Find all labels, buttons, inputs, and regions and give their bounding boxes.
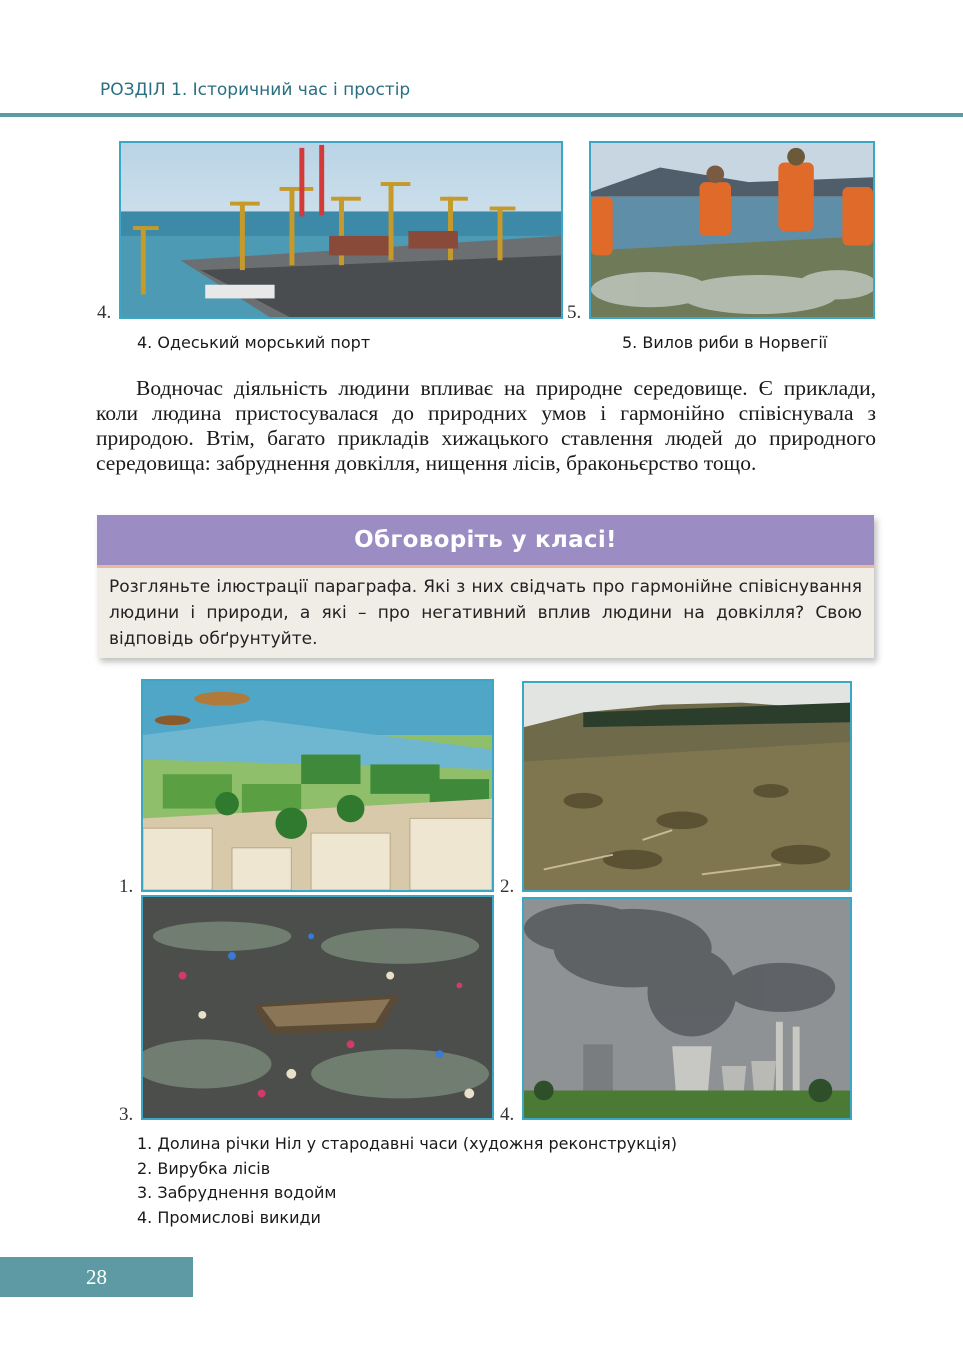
figure-number: 4.	[97, 302, 112, 323]
figure-number: 5.	[567, 302, 582, 323]
discuss-text: Розгляньте ілюстрації параграфа. Які з них свідчать про гармонійне співіснування людини і природи, а які – про негативний вплив людини на довкілля? Свою відповідь обґрунтуйте.	[109, 577, 862, 649]
deforestation-photo	[522, 681, 852, 892]
figure-caption: 2. Вирубка лісів	[137, 1158, 271, 1178]
odesa-port-photo	[119, 141, 563, 319]
figure-number: 4.	[500, 1104, 515, 1125]
figure-caption: 1. Долина річки Ніл у стародавні часи (художня реконструкція)	[137, 1134, 677, 1153]
figure-caption: 4. Промислові викиди	[137, 1207, 321, 1227]
water-pollution-photo	[141, 895, 494, 1120]
discuss-box	[97, 515, 874, 658]
figure-number: 3.	[119, 1104, 134, 1125]
figure-number: 2.	[500, 876, 515, 897]
discuss-title: Обговоріть у класі!	[97, 515, 874, 568]
figure-caption: 5. Вилов риби в Норвегії	[622, 333, 828, 352]
nile-valley-illustration	[141, 679, 494, 892]
figure-caption: 3. Забруднення водойм	[137, 1183, 337, 1202]
industrial-emissions-photo	[522, 897, 852, 1120]
page-number: 28	[0, 1257, 193, 1297]
body-paragraph: Водночас діяльність людини впливає на природне середовище. Є приклади, коли людина пристосувалася до природних умов і гармонійно співіснувала з природою. Втім, багато прикладів хижацького ставлення людей до природного середовища: забруднення довкілля, нищення лісів, браконьєрство тощо.	[96, 376, 876, 475]
norway-fishing-photo	[589, 141, 875, 319]
figure-number: 1.	[119, 876, 134, 897]
figure-caption: 4. Одеський морський порт	[137, 333, 371, 352]
section-header: РОЗДІЛ 1. Історичний час і простір	[100, 80, 411, 100]
figure-captions-list	[137, 1132, 677, 1230]
header-divider	[0, 113, 963, 117]
